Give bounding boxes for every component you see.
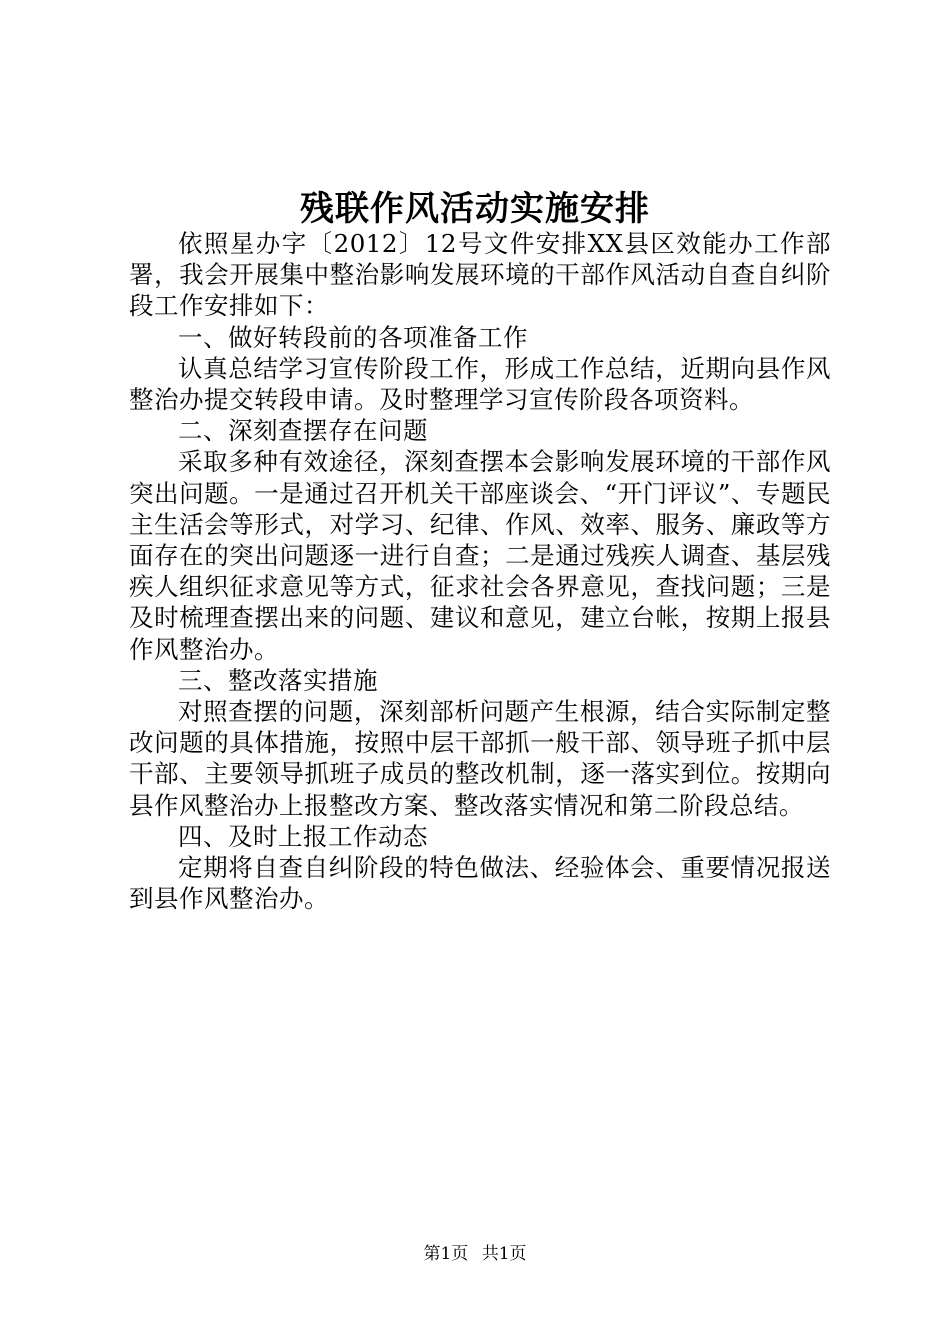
section-body-3: 对照查摆的问题，深刻部析问题产生根源，结合实际制定整改问题的具体措施，按照中层干部抓一般干部、领导班子抓中层干部、主要领导抓班子成员的整改机制，逐一落实到位。按期向县作风整治办上报整改方案、整改落实情况和第二阶段总结。 <box>129 697 831 820</box>
section-heading-3: 三、整改落实措施 <box>178 665 378 695</box>
section-heading-1: 一、做好转段前的各项准备工作 <box>178 322 528 352</box>
section-body-2: 采取多种有效途径，深刻查摆本会影响发展环境的干部作风突出问题。一是通过召开机关干部座谈会、“开门评议”、专题民主生活会等形式，对学习、纪律、作风、效率、服务、廉政等方面存在的突出问题逐一进行自查；二是通过残疾人调查、基层残疾人组织征求意见等方式，征求社会各界意见，查找问题；三是及时梳理查摆出来的问题、建议和意见，建立台帐，按期上报县作风整治办。 <box>129 447 831 664</box>
intro-paragraph: 依照星办字〔2012〕12号文件安排XX县区效能办工作部署，我会开展集中整治影响发展环境的干部作风活动自查自纠阶段工作安排如下： <box>129 229 831 321</box>
section-heading-2: 二、深刻查摆存在问题 <box>178 416 428 446</box>
page-number: 第1页 <box>423 1244 469 1264</box>
section-body-1: 认真总结学习宣传阶段工作，形成工作总结，近期向县作风整治办提交转段申请。及时整理学习宣传阶段各项资料。 <box>129 353 831 415</box>
section-heading-4: 四、及时上报工作动态 <box>178 821 428 851</box>
document-body <box>129 228 831 914</box>
page-title: 残联作风活动实施安排 <box>300 189 650 229</box>
section-body-4: 定期将自查自纠阶段的特色做法、经验体会、重要情况报送到县作风整治办。 <box>129 853 831 914</box>
page-footer <box>0 1242 950 1266</box>
page-total: 共1页 <box>481 1244 527 1264</box>
